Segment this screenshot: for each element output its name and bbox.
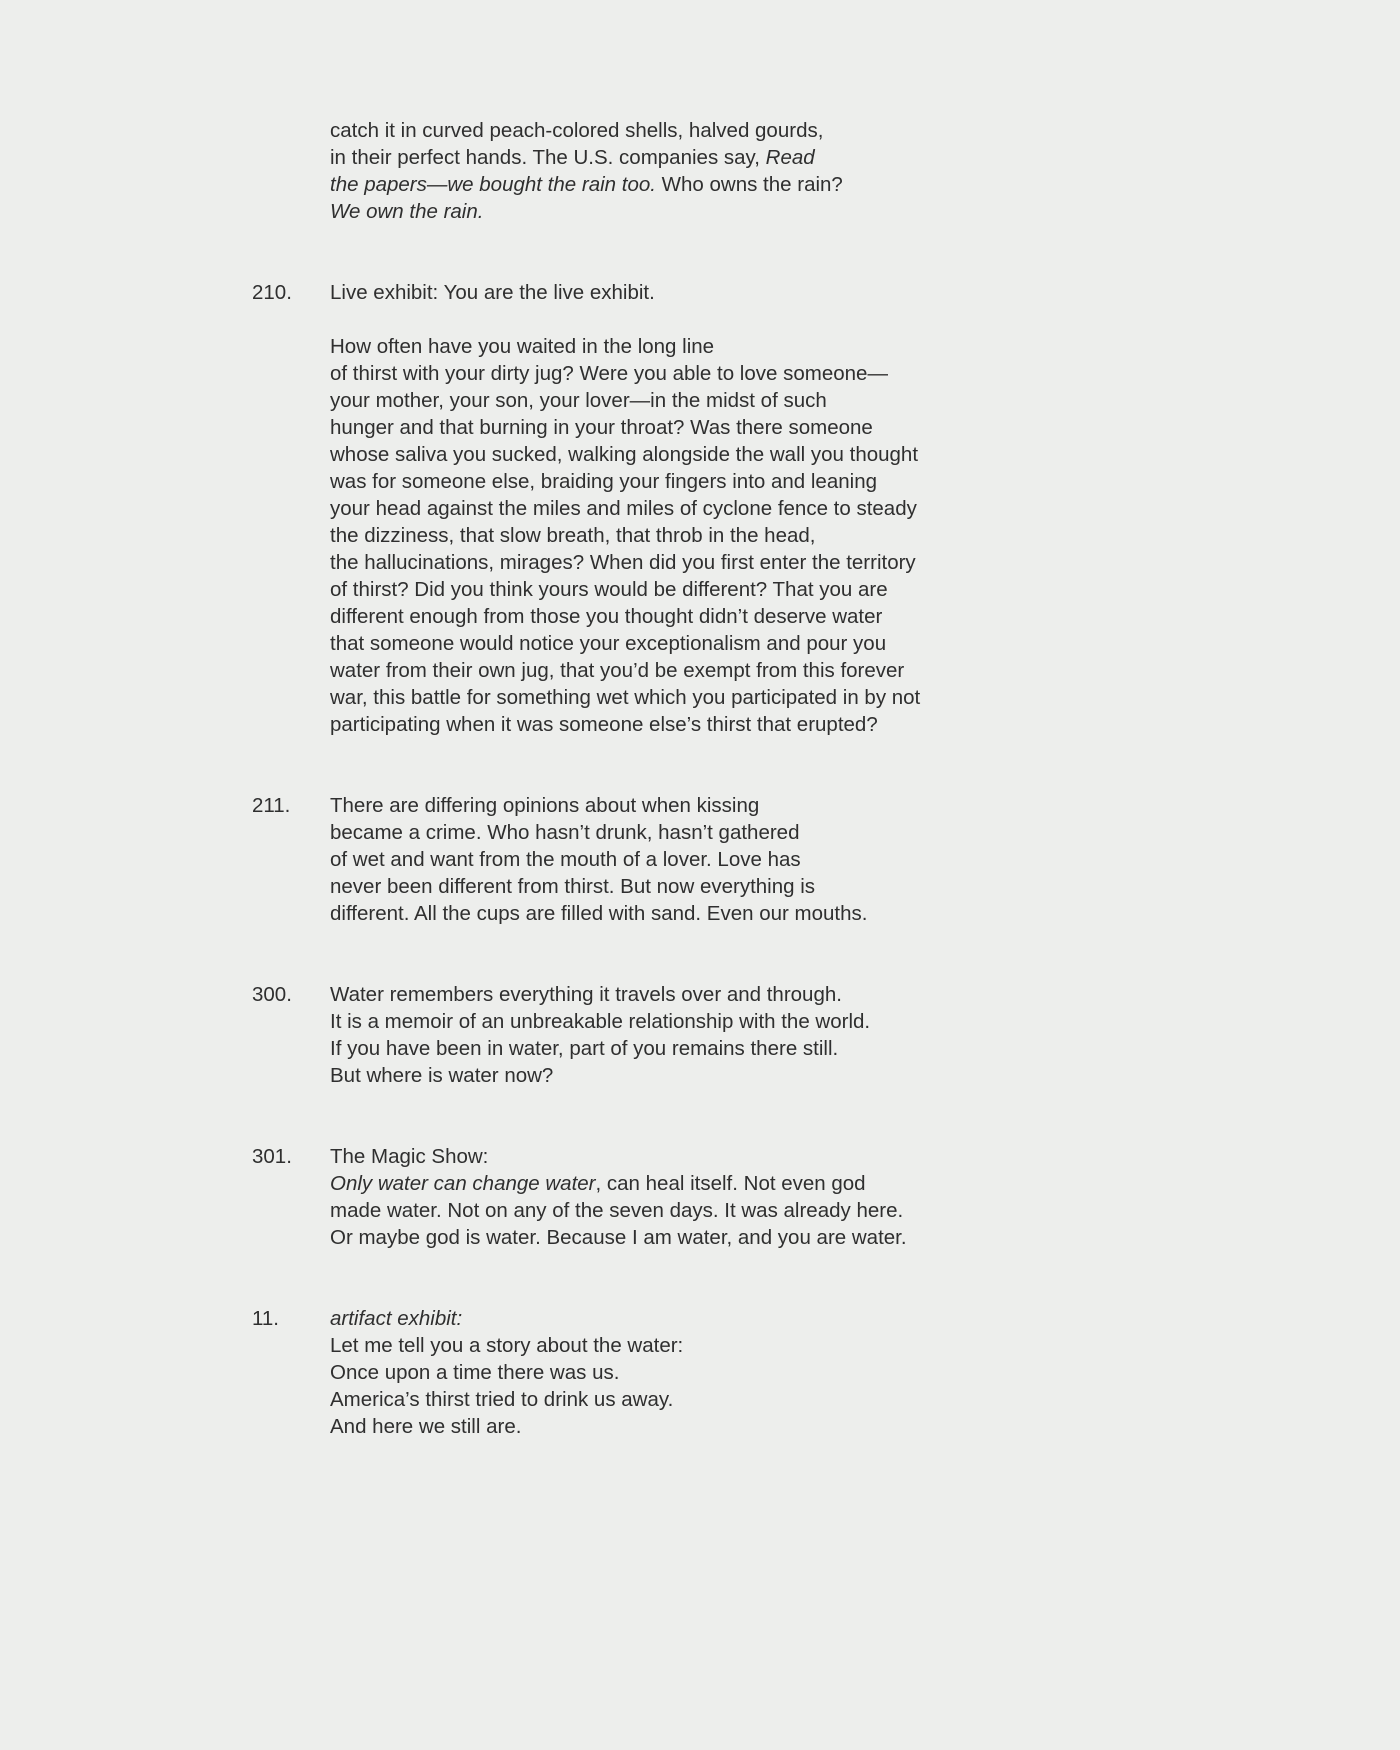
section-number-300: 300. [252, 983, 292, 1006]
section-number-211: 211. [252, 794, 291, 817]
section-210-line: of thirst with your dirty jug? Were you able to love someone— [330, 362, 888, 385]
intro-line-2-italic: Read [765, 146, 815, 169]
section-210-line: water from their own jug, that you’d be exempt from this forever [330, 659, 905, 682]
section-210-heading: Live exhibit: You are the live exhibit. [330, 281, 655, 304]
intro-line-1: catch it in curved peach-colored shells, halved gourds, [330, 119, 824, 142]
section-211-line: of wet and want from the mouth of a lover. Love has [330, 848, 801, 871]
section-210-line: How often have you waited in the long line [330, 335, 715, 358]
section-210-line: different enough from those you thought didn’t deserve water [330, 605, 883, 628]
section-300-line: It is a memoir of an unbreakable relationship with the world. [330, 1010, 871, 1033]
section-211-line: never been different from thirst. But now everything is [330, 875, 816, 898]
section-210-line: war, this battle for something wet which you participated in by not [330, 686, 921, 709]
intro-line-3-italic: the papers—we bought the rain too. [330, 173, 656, 196]
section-210-line: your head against the miles and miles of cyclone fence to steady [330, 497, 917, 520]
section-301-line: Or maybe god is water. Because I am water, and you are water. [330, 1226, 907, 1249]
intro-line-3 [330, 171, 843, 198]
section-301-line: made water. Not on any of the seven days. It was already here. [330, 1199, 904, 1222]
section-210-line: the hallucinations, mirages? When did you first enter the territory [330, 551, 916, 574]
section-210-line: whose saliva you sucked, walking alongside the wall you thought [330, 443, 919, 466]
section-number-210: 210. [252, 281, 292, 304]
section-210-line: the dizziness, that slow breath, that throb in the head, [330, 524, 816, 547]
intro-line-3-text: Who owns the rain? [655, 173, 843, 196]
section-301-line-1 [330, 1170, 866, 1197]
section-11-heading: artifact exhibit: [330, 1307, 463, 1330]
section-210-line: of thirst? Did you think yours would be different? That you are [330, 578, 888, 601]
section-210-line: participating when it was someone else’s thirst that erupted? [330, 713, 878, 736]
section-300-line: But where is water now? [330, 1064, 554, 1087]
section-300-line: Water remembers everything it travels over and through. [330, 983, 842, 1006]
section-210-line: hunger and that burning in your throat? Was there someone [330, 416, 873, 439]
section-210-line: that someone would notice your exceptionalism and pour you [330, 632, 887, 655]
section-number-11: 11. [252, 1307, 279, 1330]
section-211-line: There are differing opinions about when kissing [330, 794, 760, 817]
intro-line-2 [330, 144, 815, 171]
intro-line-2-text: in their perfect hands. The U.S. companies say, [330, 146, 766, 169]
section-11-line: America’s thirst tried to drink us away. [330, 1388, 674, 1411]
section-301-italic: Only water can change water [330, 1172, 596, 1195]
section-210-line: your mother, your son, your lover—in the midst of such [330, 389, 827, 412]
intro-line-4: We own the rain. [330, 200, 484, 223]
section-301-text: , can heal itself. Not even god [595, 1172, 866, 1195]
section-210-line: was for someone else, braiding your fingers into and leaning [330, 470, 877, 493]
section-11-line: Let me tell you a story about the water: [330, 1334, 684, 1357]
section-number-301: 301. [252, 1145, 292, 1168]
section-301-heading: The Magic Show: [330, 1145, 489, 1168]
section-211-line: became a crime. Who hasn’t drunk, hasn’t gathered [330, 821, 800, 844]
section-11-line: Once upon a time there was us. [330, 1361, 620, 1384]
section-11-line: And here we still are. [330, 1415, 522, 1438]
section-300-line: If you have been in water, part of you remains there still. [330, 1037, 839, 1060]
section-211-line: different. All the cups are filled with sand. Even our mouths. [330, 902, 868, 925]
